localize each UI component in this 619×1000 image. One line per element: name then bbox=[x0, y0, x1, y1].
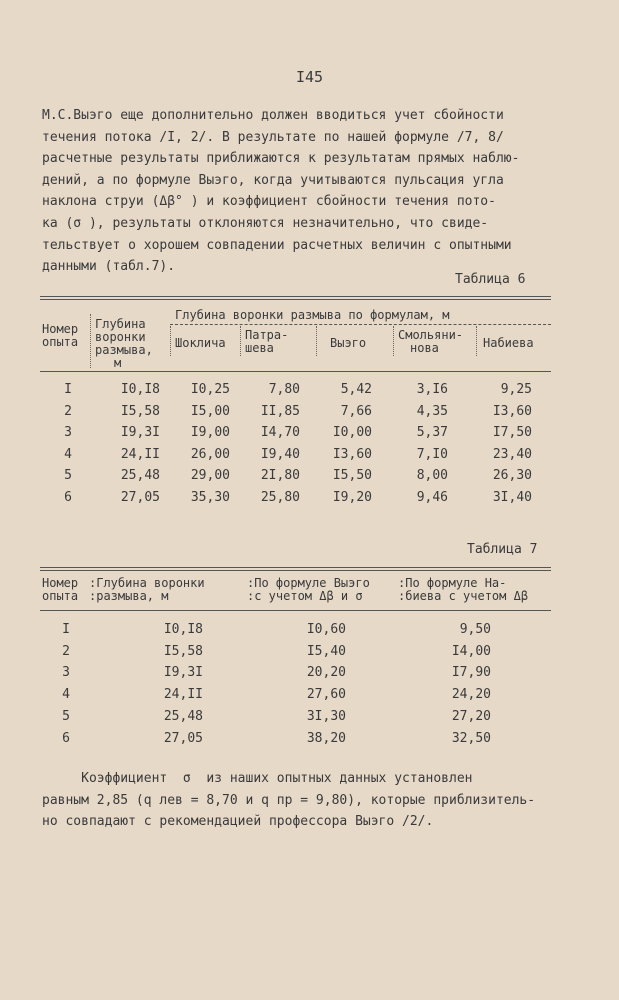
text-line: расчетные результаты приближаются к результатам прямых наблю- bbox=[42, 151, 520, 167]
t6-col-separator bbox=[393, 326, 394, 356]
text-line: М.С.Выэго еще дополнительно должен вводиться учет сбойности bbox=[42, 108, 504, 123]
table6-cell: I7,50 bbox=[492, 425, 532, 440]
table7-cell: 3 bbox=[62, 665, 70, 681]
table6-cell: I9,00 bbox=[190, 425, 230, 440]
table6-cell: 4,35 bbox=[416, 403, 448, 419]
table7-cell: 2 bbox=[62, 643, 70, 659]
table7-cell: I4,00 bbox=[451, 643, 491, 659]
table6-cell: 7,80 bbox=[268, 382, 300, 397]
table6-cell: 27,05 bbox=[120, 489, 160, 505]
table6-cell: 4 bbox=[64, 446, 72, 462]
table7-cell: 32,50 bbox=[451, 730, 491, 746]
text-line: течения потока /I, 2/. В результате по нашей формуле /7, 8/ bbox=[42, 129, 504, 145]
text-line: равным 2,85 (q лев = 8,70 и q пр = 9,80), которые приблизитель- bbox=[42, 792, 536, 808]
table7-header-rule bbox=[40, 610, 551, 611]
text-line: данными (табл.7). bbox=[42, 259, 176, 275]
table6-cell: I4,70 bbox=[260, 425, 300, 440]
table7-cell: I7,90 bbox=[451, 665, 491, 681]
table6-cell: 25,80 bbox=[260, 489, 300, 505]
table6-top-rule bbox=[40, 296, 551, 300]
t6-header-patrasheva-2: шева bbox=[245, 341, 274, 355]
text-line: но совпадают с рекомендацией профессора Выэго /2/. bbox=[42, 814, 434, 830]
t6-header-smolyaninova-2: нова bbox=[410, 341, 439, 355]
text-line: наклона струи (Δβ° ) и коэффициент сбойности течения пото- bbox=[42, 194, 496, 210]
table6-cell: I5,58 bbox=[120, 403, 160, 419]
table7-cell: 6 bbox=[62, 730, 70, 746]
table7-cell: I9,3I bbox=[163, 665, 203, 681]
t7-header-nab-2: :биева с учетом Δβ bbox=[398, 589, 529, 603]
table7-cell: 5 bbox=[62, 708, 70, 724]
table6-cell: 26,00 bbox=[190, 446, 230, 462]
table6-cell: 5,37 bbox=[416, 425, 448, 440]
text-line: тельствует о хорошем совпадении расчетных величин с опытными bbox=[42, 237, 512, 253]
table7-caption: Таблица 7 bbox=[467, 542, 538, 557]
t6-col-separator bbox=[90, 314, 91, 368]
t6-header-patrasheva-1: Патра- bbox=[245, 328, 289, 342]
t6-header-depth-4: м bbox=[114, 356, 122, 370]
table7-cell: 4 bbox=[62, 687, 70, 703]
table6-cell: II,85 bbox=[260, 403, 300, 419]
t6-header-num-2: опыта bbox=[42, 335, 79, 349]
t6-header-depth-3: размыва, bbox=[95, 343, 153, 357]
text-line: дений, а по формуле Выэго, когда учитываются пульсация угла bbox=[42, 172, 504, 188]
t7-header-num-1: Номер bbox=[42, 576, 79, 590]
t6-header-depth-1: Глубина bbox=[95, 317, 146, 331]
table7-cell: I0,I8 bbox=[163, 622, 203, 637]
table6-cell: 3 bbox=[64, 425, 72, 440]
table6-cell: 5,42 bbox=[340, 382, 372, 397]
table6-cell: 5 bbox=[64, 468, 72, 483]
table6-cell: 26,30 bbox=[492, 468, 532, 483]
table6-cell: 2I,80 bbox=[260, 468, 300, 483]
table6-cell: 6 bbox=[64, 489, 72, 505]
table6-cell: 9,46 bbox=[416, 489, 448, 505]
table6-cell: I9,40 bbox=[260, 446, 300, 462]
t6-col-separator bbox=[170, 326, 171, 356]
table6-cell: I0,25 bbox=[190, 382, 230, 397]
table7-cell: I bbox=[62, 622, 70, 637]
table6-caption: Таблица 6 bbox=[455, 272, 526, 287]
table6-cell: 7,I0 bbox=[416, 446, 448, 462]
table7-cell: 9,50 bbox=[459, 622, 491, 637]
t6-header-group: Глубина воронки размыва по формулам, м bbox=[175, 308, 450, 322]
t6-col-separator bbox=[476, 326, 477, 356]
table6-cell: 24,II bbox=[120, 446, 160, 462]
table6-cell: I5,00 bbox=[190, 403, 230, 419]
table7-cell: 24,II bbox=[163, 687, 203, 703]
intro-paragraph bbox=[42, 105, 562, 278]
t6-header-depth-2: воронки bbox=[95, 330, 146, 344]
t7-header-depth-2: :размыва, м bbox=[89, 589, 169, 603]
table6-cell: 8,00 bbox=[416, 468, 448, 483]
table6-cell: I0,00 bbox=[332, 425, 372, 440]
t6-header-smolyaninova-1: Смольяни- bbox=[398, 328, 464, 342]
table6-cell: 2 bbox=[64, 403, 72, 419]
table7-top-rule bbox=[40, 567, 551, 571]
table6-cell: 9,25 bbox=[500, 382, 532, 397]
t7-header-vyzgo-1: :По формуле Выэго bbox=[247, 576, 370, 590]
text-line: Коэффициент σ из наших опытных данных установлен bbox=[42, 771, 473, 786]
table7-cell: 24,20 bbox=[451, 687, 491, 703]
t7-header-vyzgo-2: :с учетом Δβ и σ bbox=[247, 589, 363, 603]
table6-header-rule bbox=[40, 371, 551, 372]
t6-col-separator bbox=[240, 326, 241, 356]
table6-cell: I9,3I bbox=[120, 425, 160, 440]
text-line: ка (σ ), результаты отклоняются незначительно, что свиде- bbox=[42, 215, 489, 231]
closing-paragraph bbox=[42, 768, 562, 833]
t6-header-shoklich: Шоклича bbox=[175, 336, 226, 350]
t6-header-vyzgo: Выэго bbox=[330, 336, 367, 350]
table6-cell: 29,00 bbox=[190, 468, 230, 483]
table6-cell: 25,48 bbox=[120, 468, 160, 483]
t7-header-nab-1: :По формуле На- bbox=[398, 576, 507, 590]
table7-cell: I5,58 bbox=[163, 643, 203, 659]
table6-cell: 3,I6 bbox=[416, 382, 448, 397]
table6-cell: I5,50 bbox=[332, 468, 372, 483]
table6-cell: 3I,40 bbox=[492, 489, 532, 505]
table6-cell: 7,66 bbox=[340, 403, 372, 419]
table7-cell: I5,40 bbox=[306, 643, 346, 659]
table6-cell: I3,60 bbox=[332, 446, 372, 462]
table6-cell: 23,40 bbox=[492, 446, 532, 462]
table7-cell: 25,48 bbox=[163, 708, 203, 724]
table7-cell: 27,60 bbox=[306, 687, 346, 703]
table7-cell: 27,20 bbox=[451, 708, 491, 724]
table6-cell: I bbox=[64, 382, 72, 397]
t6-group-rule bbox=[170, 324, 551, 325]
table7-cell: 38,20 bbox=[306, 730, 346, 746]
table7-cell: 3I,30 bbox=[306, 708, 346, 724]
table7-cell: I0,60 bbox=[306, 622, 346, 637]
t6-header-num-1: Номер bbox=[42, 322, 79, 336]
table7-cell: 20,20 bbox=[306, 665, 346, 681]
t6-col-separator bbox=[316, 326, 317, 356]
table7-cell: 27,05 bbox=[163, 730, 203, 746]
t7-header-num-2: опыта bbox=[42, 589, 79, 603]
table6-cell: I9,20 bbox=[332, 489, 372, 505]
table6-cell: 35,30 bbox=[190, 489, 230, 505]
table6-cell: I0,I8 bbox=[120, 382, 160, 397]
page-number: I45 bbox=[295, 68, 324, 86]
t7-header-depth-1: :Глубина воронки bbox=[89, 576, 205, 590]
table6-cell: I3,60 bbox=[492, 403, 532, 419]
t6-header-nabieva: Набиева bbox=[483, 336, 534, 350]
